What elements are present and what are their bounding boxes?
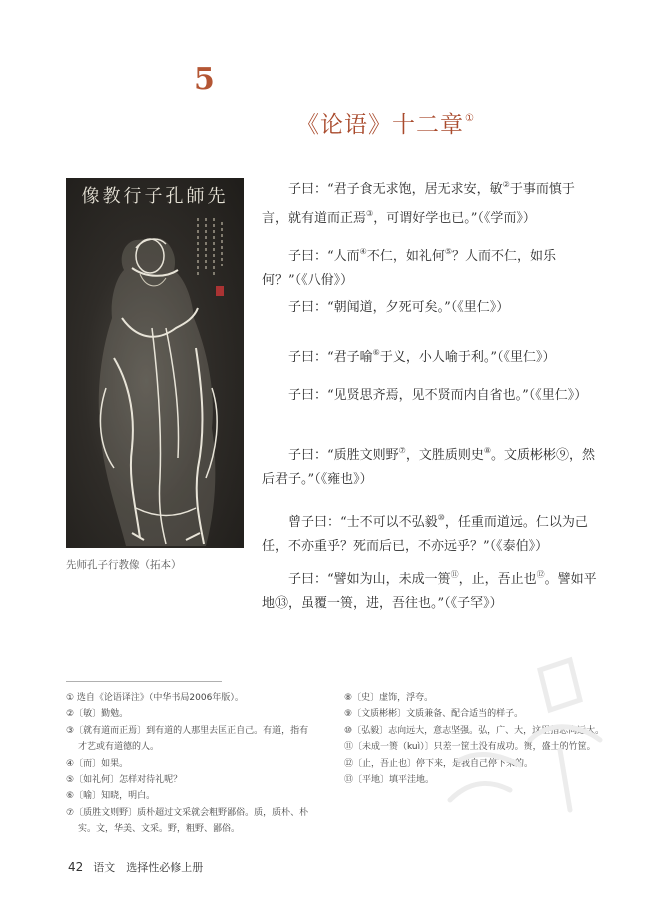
footnote: ⑬〔平地〕填平洼地。	[344, 775, 435, 786]
footnote-marker: ⑫	[536, 570, 545, 579]
footnote-marker: ⑪	[450, 570, 459, 579]
footnote: ① 选自《论语译注》（中华书局2006年版）。	[66, 693, 244, 703]
footnote: ⑪〔未成一篑（kuì）〕只差一筐土没有成功。篑，盛土的竹筐。	[344, 742, 596, 753]
passage-source: （《里仁》）	[450, 300, 510, 315]
footnote-marker: ⑧	[483, 446, 492, 455]
page-title	[296, 106, 475, 139]
passage-source: （《里仁》）	[496, 350, 556, 365]
passage-text: 子曰：“譬如为山，未成一篑	[288, 572, 451, 587]
footnote: ②〔敏〕勤勉。	[66, 709, 129, 720]
passage-source: （《雍也》）	[314, 472, 373, 487]
passage-text: 子曰：“君子食无求饱，居无求安，敏	[288, 182, 503, 197]
passage-source: （《泰伯》）	[489, 539, 549, 554]
footnote: ⑦〔质胜文则野〕质朴超过文采就会粗野鄙俗。质，质朴、朴实。文，华美、文采。野，粗野、鄙俗。	[66, 807, 309, 835]
footnote: ⑨〔文质彬彬〕文质兼备、配合适当的样子。	[344, 709, 524, 720]
footnotes-right	[344, 690, 606, 788]
footnote-divider	[66, 681, 222, 682]
passage-source: （《八佾》）	[294, 273, 354, 288]
passage-text: 子曰：“见贤思齐焉，见不贤而内自省也。”	[288, 388, 529, 403]
book-title: 语文 选择性必修上册	[93, 861, 204, 874]
footnote: ⑤〔如礼何〕怎样对待礼呢？	[66, 775, 183, 786]
passage-5	[262, 384, 598, 408]
passage-text: 不仁，如礼何	[366, 249, 445, 264]
footnote: ④〔而〕如果。	[66, 758, 129, 769]
footnote-marker: ④	[359, 247, 367, 256]
passage-text: 。譬如平地⑬，虽覆一篑，进，吾往也。”	[262, 572, 597, 611]
passage-text: ？人而不仁，如乐何？”	[262, 249, 557, 288]
footnote-marker: ⑩	[437, 513, 445, 522]
footnote-marker: ②	[502, 180, 510, 189]
passage-text: 于义，小人喻于利。”	[379, 350, 497, 365]
footnote-marker: ⑥	[372, 348, 380, 357]
footnote-marker: ⑤	[444, 247, 453, 256]
page-number: 42	[68, 860, 84, 874]
rubbing-inscription: 像教行子孔師先	[81, 186, 229, 207]
passage-text: ，文胜质则史	[405, 448, 484, 463]
lesson-number: 5	[194, 62, 215, 97]
passage-2	[262, 240, 598, 293]
passage-text: ，任重而道远。仁以为己任，不亦重乎？死而后已，不亦远乎？”	[262, 515, 588, 554]
passage-source: （《子罕》）	[444, 596, 503, 611]
confucius-rubbing-image	[66, 178, 244, 548]
passage-source: （《里仁》）	[528, 388, 588, 403]
passage-text: ，可谓好学也已。”	[373, 211, 478, 226]
passage-3	[262, 296, 598, 320]
passage-6	[262, 439, 598, 492]
passage-text: 子曰：“人而	[288, 249, 360, 264]
confucius-figure-icon	[66, 178, 244, 548]
passage-text: ，止，吾止也	[458, 572, 537, 587]
title-text: 《论语》十二章	[296, 112, 464, 138]
passage-text: 子曰：“质胜文则野	[288, 448, 399, 463]
passage-7	[262, 506, 598, 559]
footnotes-left	[66, 690, 316, 838]
passage-text: 子曰：“君子喻	[288, 350, 373, 365]
passage-text: 子曰：“朝闻道，夕死可矣。”	[288, 300, 451, 315]
footnote-marker: ⑦	[398, 446, 406, 455]
passage-text: 。文质彬彬⑨，然后君子。”	[262, 448, 596, 487]
passage-text: 于事而慎于言，就有道而正焉	[262, 182, 575, 226]
passage-source: （《学而》）	[477, 211, 536, 226]
page-footer	[68, 859, 203, 875]
passage-1	[262, 173, 598, 231]
footnote: ⑧〔史〕虚饰，浮夸。	[344, 693, 434, 703]
footnote: ⑥〔喻〕知晓，明白。	[66, 791, 156, 802]
passage-8	[262, 563, 598, 616]
passage-text: 曾子曰：“士不可以不弘毅	[288, 515, 438, 530]
footnote-marker: ③	[366, 209, 374, 218]
footnote: ③〔就有道而正焉〕到有道的人那里去匡正自己。有道，指有才艺或有道德的人。	[66, 725, 309, 753]
footnote: ⑫〔止，吾止也〕停下来，是我自己停下来的。	[344, 758, 534, 769]
figure-caption: 先师孔子行教像（拓本）	[66, 559, 182, 571]
title-footnote-marker: ①	[465, 113, 475, 124]
footnote: ⑩〔弘毅〕志向远大，意志坚强。弘，广、大，这里指志向远大。	[344, 725, 605, 736]
passage-4	[262, 341, 598, 370]
